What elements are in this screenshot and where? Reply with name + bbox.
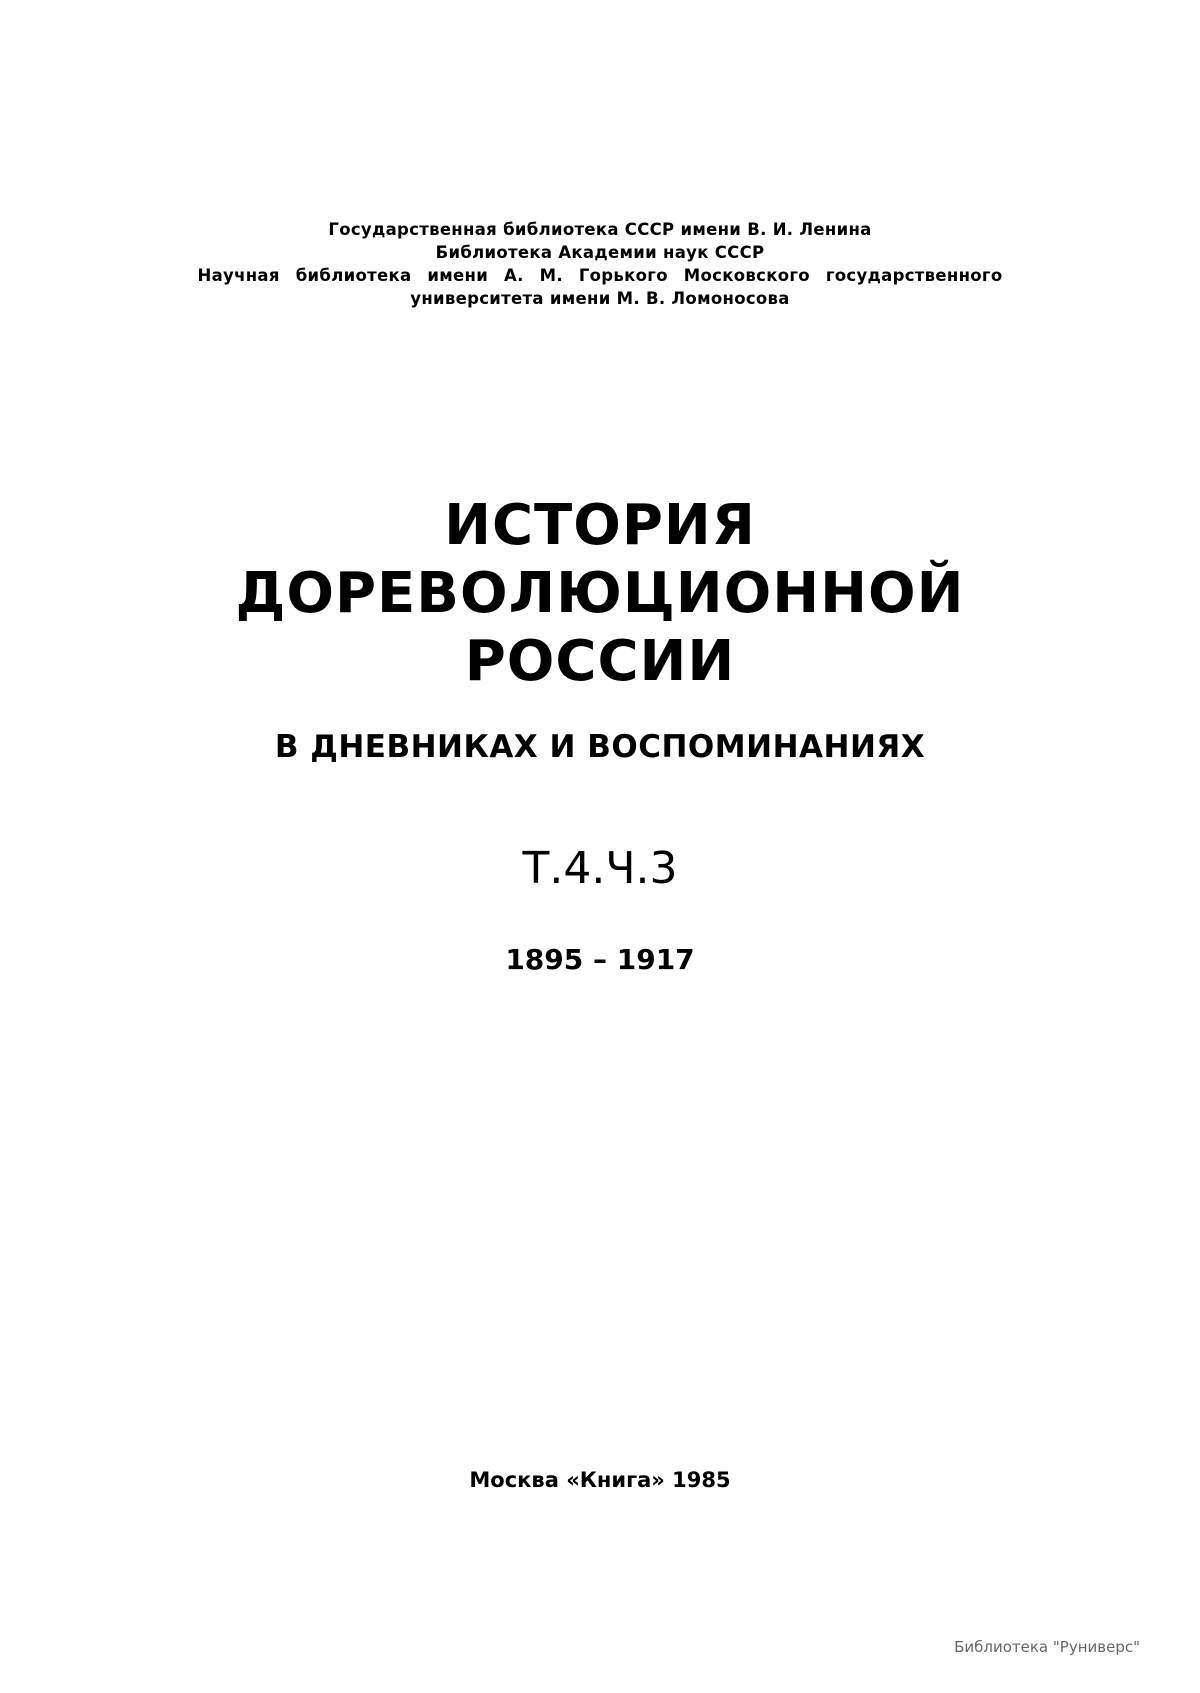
title-line-3: РОССИИ [464,629,736,694]
title-line-1: ИСТОРИЯ [444,493,756,558]
book-title [100,492,1100,696]
publishing-institutions [150,218,1050,310]
institution-gorky-library: Научная библиотека имени А. М. Горького Московского государственного [197,266,1003,285]
year-range: 1895 – 1917 [505,943,695,976]
book-subtitle: В ДНЕВНИКАХ И ВОСПОМИНАНИЯХ [274,729,926,765]
institution-msu: университета имени М. В. Ломоносова [410,289,790,308]
institution-lenin-library: Государственная библиотека СССР имени В. И. Ленина [328,220,872,239]
volume-part: Т.4.Ч.3 [522,843,678,894]
imprint: Москва «Книга» 1985 [469,1468,731,1492]
title-line-2: ДОРЕВОЛЮЦИОННОЙ [235,561,965,626]
library-watermark: Библиотека "Руниверс" [954,1638,1140,1656]
institution-academy-library: Библиотека Академии наук СССР [435,243,765,262]
